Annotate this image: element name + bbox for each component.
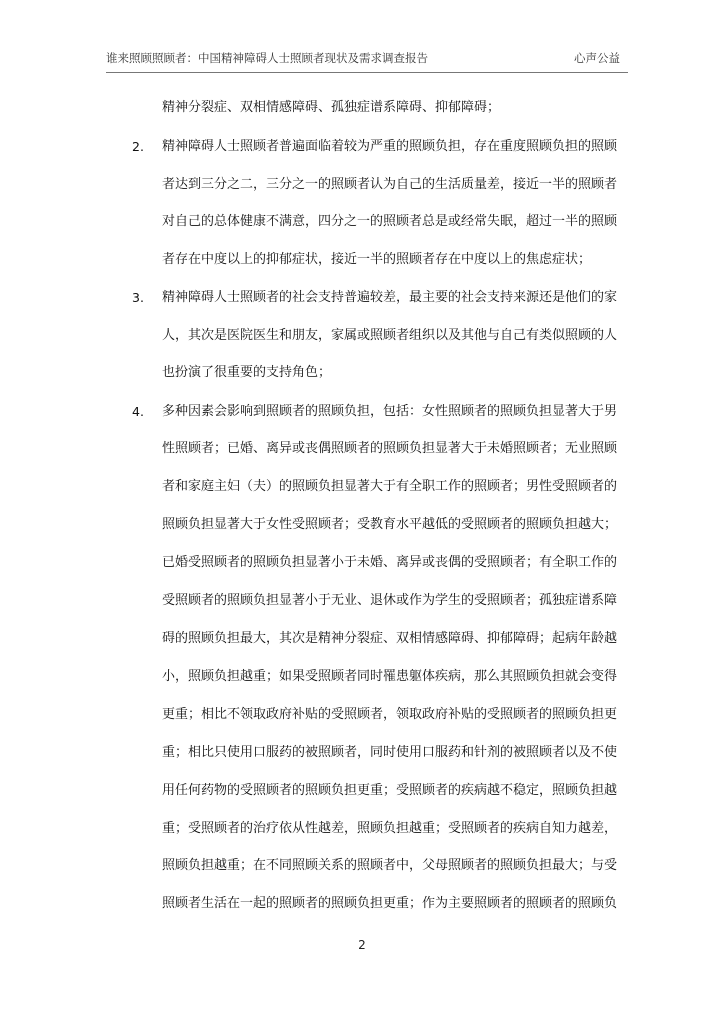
- list-item-line: 精神障碍人士照顾者普遍面临着较为严重的照顾负担，存在重度照顾负担的照顾: [162, 139, 618, 154]
- list-item-line: 性照顾者；已婚、离异或丧偶照顾者的照顾负担显著大于未婚照顾者；无业照顾: [162, 441, 618, 456]
- list-item-line: 已婚受照顾者的照顾负担显著小于未婚、离异或丧偶的受照顾者；有全职工作的: [162, 555, 618, 570]
- page-number: 2: [358, 938, 366, 952]
- list-item-line: 碍的照顾负担最大，其次是精神分裂症、双相情感障碍、抑郁障碍；起病年龄越: [162, 631, 618, 646]
- list-item-line: 者和家庭主妇（夫）的照顾负担显著大于有全职工作的照顾者；男性受照顾者的: [162, 479, 618, 494]
- header-org: 心声公益: [574, 51, 620, 65]
- list-item-line: 受照顾者的照顾负担显著小于无业、退休或作为学生的受照顾者；孤独症谱系障: [162, 593, 618, 608]
- page-header: [106, 50, 628, 68]
- list-item-line: 用任何药物的受照顾者的照顾负担更重；受照顾者的疾病越不稳定，照顾负担越: [162, 783, 618, 798]
- list-item-line: 重；受照顾者的治疗依从性越差，照顾负担越重；受照顾者的疾病自知力越差，: [162, 821, 618, 836]
- list-item-line: 精神障碍人士照顾者的社会支持普遍较差，最主要的社会支持来源还是他们的家: [162, 290, 618, 305]
- list-item-line: 照顾者生活在一起的照顾者的照顾负担更重；作为主要照顾者的照顾者的照顾负: [162, 896, 618, 911]
- list-item-number: 4.: [132, 404, 144, 419]
- list-item-number: 3.: [132, 290, 144, 305]
- list-item-line: 重；相比只使用口服药的被照顾者，同时使用口服药和针剂的被照顾者以及不使: [162, 745, 618, 760]
- list-item-line: 小，照顾负担越重；如果受照顾者同时罹患躯体疾病，那么其照顾负担就会变得: [162, 669, 618, 684]
- list-item-line: 者达到三分之二，三分之一的照顾者认为自己的生活质量差，接近一半的照顾者: [162, 177, 618, 192]
- header-divider: [106, 72, 628, 73]
- list-item-line: 多种因素会影响到照顾者的照顾负担，包括：女性照顾者的照顾负担显著大于男: [162, 404, 618, 419]
- list-item-line: 更重；相比不领取政府补贴的受照顾者，领取政府补贴的受照顾者的照顾负担更: [162, 707, 618, 722]
- header-title: 谁来照顾照顾者：中国精神障碍人士照顾者现状及需求调查报告: [106, 51, 428, 65]
- list-item-line: 人，其次是医院医生和朋友，家属或照顾者组织以及其他与自己有类似照顾的人: [162, 328, 618, 343]
- list-item-line: 也扮演了很重要的支持角色；: [162, 365, 332, 380]
- list-item-line: 者存在中度以上的抑郁症状，接近一半的照顾者存在中度以上的焦虑症状；: [162, 252, 592, 267]
- list-item-line: 照顾负担显著大于女性受照顾者；受教育水平越低的受照顾者的照顾负担越大；: [162, 517, 618, 532]
- continuation-line: 精神分裂症、双相情感障碍、孤独症谱系障碍、抑郁障碍；: [162, 100, 501, 115]
- list-item-number: 2.: [132, 139, 144, 154]
- list-item-line: 照顾负担越重；在不同照顾关系的照顾者中，父母照顾者的照顾负担最大；与受: [162, 858, 618, 873]
- list-item-line: 对自己的总体健康不满意，四分之一的照顾者总是或经常失眠，超过一半的照顾: [162, 214, 618, 229]
